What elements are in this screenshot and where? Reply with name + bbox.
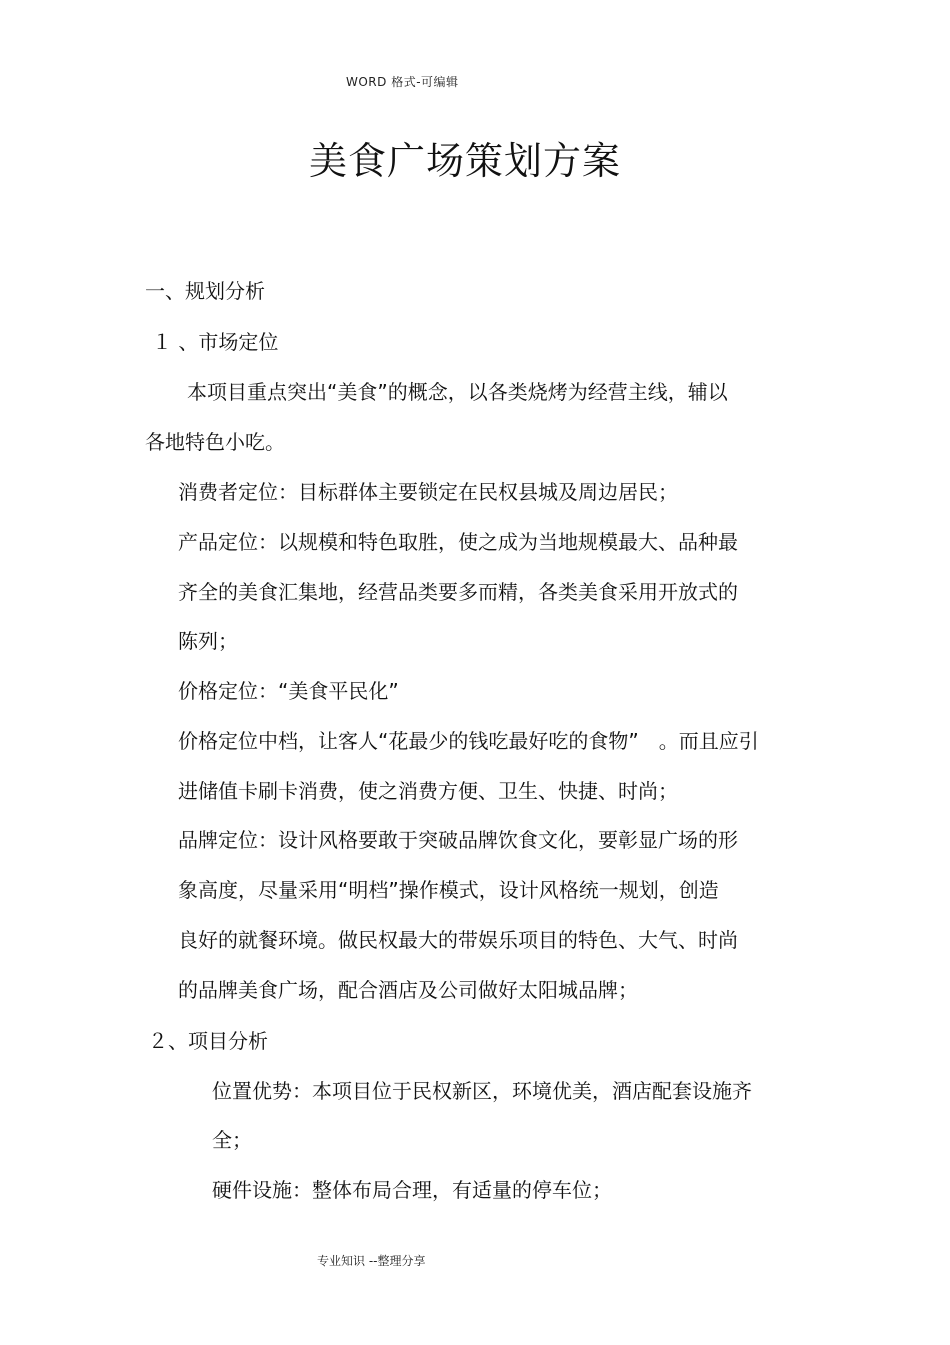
price-positioning-line: 进储值卡刷卡消费，使之消费方便、卫生、快捷、时尚；	[178, 779, 678, 803]
footer-note: 专业知识 --整理分享	[317, 1254, 426, 1268]
consumer-positioning: 消费者定位：目标群体主要锁定在民权县城及周边居民；	[178, 480, 678, 504]
paragraph-line: 各地特色小吃。	[145, 430, 285, 454]
brand-positioning-line: 的品牌美食广场，配合酒店及公司做好太阳城品牌；	[178, 978, 638, 1002]
price-positioning: 价格定位：“美食平民化”	[178, 679, 399, 703]
brand-positioning-line: 良好的就餐环境。做民权最大的带娱乐项目的特色、大气、时尚	[178, 928, 738, 952]
subheading-project-analysis: ２、项目分析	[148, 1029, 268, 1053]
product-positioning-line: 产品定位：以规模和特色取胜，使之成为当地规模最大、品种最	[178, 530, 738, 554]
hardware-facilities: 硬件设施：整体布局合理，有适量的停车位；	[212, 1178, 612, 1202]
section-heading-planning-analysis: 一、规划分析	[145, 279, 265, 303]
price-positioning-line: 价格定位中档，让客人“花最少的钱吃最好吃的食物” 。而且应引	[178, 729, 759, 753]
document-title: 美食广场策划方案	[308, 139, 621, 183]
header-note: WORD 格式-可编辑	[346, 75, 459, 89]
subheading-market-positioning: １ 、市场定位	[152, 330, 279, 354]
paragraph-line: 本项目重点突出“美食”的概念，以各类烧烤为经营主线，辅以	[187, 380, 728, 404]
location-advantage-line: 全；	[212, 1128, 252, 1152]
location-advantage-line: 位置优势：本项目位于民权新区，环境优美，酒店配套设施齐	[212, 1079, 752, 1103]
brand-positioning-line: 象高度，尽量采用“明档”操作模式，设计风格统一规划，创造	[178, 878, 719, 902]
product-positioning-line: 齐全的美食汇集地，经营品类要多而精，各类美食采用开放式的	[178, 580, 738, 604]
product-positioning-line: 陈列；	[178, 629, 238, 653]
brand-positioning-line: 品牌定位：设计风格要敢于突破品牌饮食文化，要彰显广场的形	[178, 828, 738, 852]
